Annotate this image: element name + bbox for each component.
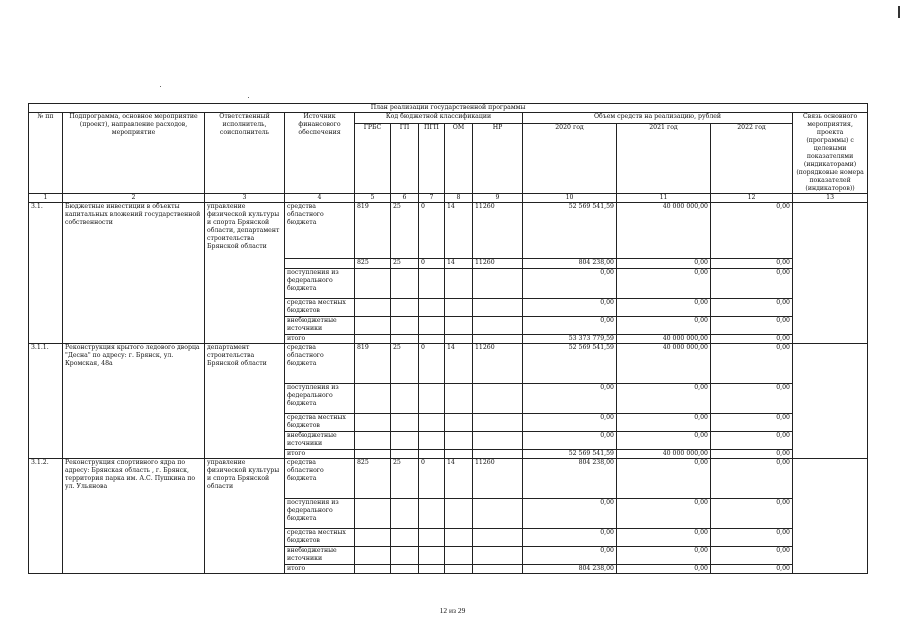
colnum: 12 (711, 194, 793, 203)
code-om (445, 565, 473, 574)
code-grbs: 819 (355, 203, 391, 259)
code-nr (473, 499, 523, 529)
code-nr (473, 547, 523, 565)
code-gp: 25 (391, 344, 419, 384)
code-om (445, 529, 473, 547)
amount-2021: 40 000 000,00 (617, 203, 711, 259)
code-pgp: 0 (419, 459, 445, 499)
header-amount-group: Объем средств на реализацию, рублей (523, 113, 793, 124)
amount-2020: 53 373 779,59 (523, 335, 617, 344)
colnum: 3 (205, 194, 285, 203)
page-number: 12 из 29 (439, 606, 466, 615)
code-pgp (419, 529, 445, 547)
code-om (445, 299, 473, 317)
code-nr (473, 450, 523, 459)
amount-2021: 0,00 (617, 499, 711, 529)
colnum: 2 (63, 194, 205, 203)
header-2020: 2020 год (523, 123, 617, 193)
code-gp (391, 335, 419, 344)
code-nr: 11260 (473, 459, 523, 499)
header-pgp: ПГП (419, 123, 445, 193)
code-grbs: 819 (355, 344, 391, 384)
section-name: Реконструкция спортивного ядра по адресу: Брянская область , г. Брянск, территория парка им. А.С. Пушкина по ул. Ульянова (63, 459, 205, 574)
table-caption: План реализации государственной программы (29, 104, 868, 113)
plan-table (28, 103, 868, 574)
funding-source: итого (285, 335, 355, 344)
funding-source: внебюджетные источники (285, 317, 355, 335)
amount-2021: 0,00 (617, 299, 711, 317)
colnum: 7 (419, 194, 445, 203)
code-nr (473, 432, 523, 450)
colnum: 6 (391, 194, 419, 203)
header-nr: НР (473, 123, 523, 193)
amount-2020: 0,00 (523, 299, 617, 317)
amount-2022: 0,00 (711, 335, 793, 344)
code-pgp (419, 547, 445, 565)
code-gp (391, 450, 419, 459)
amount-2020: 52 569 541,59 (523, 344, 617, 384)
table-row (29, 203, 868, 259)
amount-2020: 0,00 (523, 432, 617, 450)
header-code-group: Код бюджетной классификации (355, 113, 523, 124)
amount-2021: 0,00 (617, 432, 711, 450)
section-responsible: управление физической культуры и спорта Брянской области (205, 459, 285, 574)
amount-2022: 0,00 (711, 450, 793, 459)
amount-2022: 0,00 (711, 344, 793, 384)
amount-2022: 0,00 (711, 269, 793, 299)
code-pgp (419, 450, 445, 459)
code-pgp (419, 269, 445, 299)
code-gp (391, 529, 419, 547)
amount-2021: 0,00 (617, 547, 711, 565)
amount-2020: 804 238,00 (523, 565, 617, 574)
colnum: 9 (473, 194, 523, 203)
plan-sheet (28, 103, 867, 574)
code-pgp (419, 317, 445, 335)
scan-speck (248, 97, 249, 98)
amount-2022: 0,00 (711, 384, 793, 414)
funding-source: средства местных бюджетов (285, 299, 355, 317)
amount-2021: 40 000 000,00 (617, 335, 711, 344)
code-nr (473, 414, 523, 432)
code-pgp (419, 499, 445, 529)
code-nr: 11260 (473, 203, 523, 259)
colnum: 5 (355, 194, 391, 203)
code-gp (391, 499, 419, 529)
section-name: Реконструкция крытого ледового дворца "Десна" по адресу: г. Брянск, ул. Кромская, 48а (63, 344, 205, 459)
code-grbs (355, 565, 391, 574)
amount-2020: 0,00 (523, 317, 617, 335)
amount-2022: 0,00 (711, 529, 793, 547)
colnum: 4 (285, 194, 355, 203)
section-number: 3.1.1. (29, 344, 63, 459)
code-pgp (419, 299, 445, 317)
indicator-link (793, 344, 868, 459)
indicator-link (793, 203, 868, 344)
code-grbs: 825 (355, 459, 391, 499)
code-grbs (355, 299, 391, 317)
code-gp: 25 (391, 459, 419, 499)
header-num: № пп (29, 113, 63, 194)
amount-2021: 0,00 (617, 459, 711, 499)
amount-2021: 0,00 (617, 414, 711, 432)
section-name: Бюджетные инвестиции в объекты капитальных вложений государственной собственности (63, 203, 205, 344)
funding-source: средства областного бюджета (285, 459, 355, 499)
amount-2022: 0,00 (711, 414, 793, 432)
funding-source: поступления из федерального бюджета (285, 269, 355, 299)
amount-2022: 0,00 (711, 203, 793, 259)
code-om (445, 450, 473, 459)
code-pgp (419, 432, 445, 450)
code-nr: 11260 (473, 344, 523, 384)
amount-2020: 52 569 541,59 (523, 450, 617, 459)
code-grbs (355, 414, 391, 432)
amount-2020: 52 569 541,59 (523, 203, 617, 259)
code-nr (473, 384, 523, 414)
code-pgp: 0 (419, 203, 445, 259)
code-om (445, 269, 473, 299)
code-om (445, 317, 473, 335)
code-nr (473, 269, 523, 299)
code-pgp (419, 414, 445, 432)
header-om: ОМ (445, 123, 473, 193)
amount-2020: 0,00 (523, 269, 617, 299)
code-grbs (355, 529, 391, 547)
header-link: Связь основного мероприятия, проекта (программы) с целевыми показателями (индикаторами) (порядковые номера показателей (индикаторов)) (793, 113, 868, 194)
code-grbs (355, 432, 391, 450)
amount-2020: 0,00 (523, 499, 617, 529)
amount-2020: 804 238,00 (523, 259, 617, 269)
code-om: 14 (445, 344, 473, 384)
amount-2020: 0,00 (523, 529, 617, 547)
colnum: 1 (29, 194, 63, 203)
amount-2021: 0,00 (617, 529, 711, 547)
amount-2021: 0,00 (617, 317, 711, 335)
amount-2022: 0,00 (711, 432, 793, 450)
code-nr (473, 317, 523, 335)
colnum: 11 (617, 194, 711, 203)
colnum: 8 (445, 194, 473, 203)
code-nr (473, 299, 523, 317)
section-responsible: департамент строительства Брянской области (205, 344, 285, 459)
header-gp: ГП (391, 123, 419, 193)
column-number-row (29, 194, 868, 203)
amount-2021: 0,00 (617, 269, 711, 299)
amount-2020: 0,00 (523, 547, 617, 565)
code-gp: 25 (391, 203, 419, 259)
code-om: 14 (445, 259, 473, 269)
code-gp: 25 (391, 259, 419, 269)
amount-2020: 804 238,00 (523, 459, 617, 499)
code-grbs (355, 450, 391, 459)
scan-speck (160, 86, 161, 87)
table-row (29, 459, 868, 499)
code-om (445, 547, 473, 565)
code-grbs (355, 317, 391, 335)
section-responsible: управление физической культуры и спорта Брянской области, департамент строительства Брянской области (205, 203, 285, 344)
table-row (29, 344, 868, 384)
section-number: 3.1.2. (29, 459, 63, 574)
code-om: 14 (445, 459, 473, 499)
funding-source: поступления из федерального бюджета (285, 384, 355, 414)
code-gp (391, 432, 419, 450)
amount-2020: 0,00 (523, 414, 617, 432)
code-pgp (419, 384, 445, 414)
code-pgp: 0 (419, 344, 445, 384)
code-om: 14 (445, 203, 473, 259)
code-gp (391, 269, 419, 299)
amount-2022: 0,00 (711, 259, 793, 269)
header-resp: Ответственный исполнитель, соисполнитель (205, 113, 285, 194)
funding-source: средства областного бюджета (285, 344, 355, 384)
funding-source: внебюджетные источники (285, 547, 355, 565)
funding-source: средства местных бюджетов (285, 529, 355, 547)
code-grbs (355, 384, 391, 414)
amount-2021: 40 000 000,00 (617, 450, 711, 459)
funding-source (285, 259, 355, 269)
code-gp (391, 565, 419, 574)
amount-2022: 0,00 (711, 317, 793, 335)
code-pgp: 0 (419, 259, 445, 269)
header-name: Подпрограмма, основное мероприятие (проект), направление расходов, мероприятие (63, 113, 205, 194)
amount-2022: 0,00 (711, 547, 793, 565)
code-om (445, 384, 473, 414)
indicator-link (793, 459, 868, 574)
colnum: 10 (523, 194, 617, 203)
code-om (445, 432, 473, 450)
funding-source: итого (285, 450, 355, 459)
amount-2021: 0,00 (617, 259, 711, 269)
amount-2022: 0,00 (711, 565, 793, 574)
code-grbs (355, 547, 391, 565)
code-nr (473, 335, 523, 344)
section-number: 3.1. (29, 203, 63, 344)
amount-2021: 0,00 (617, 384, 711, 414)
code-om (445, 335, 473, 344)
header-2021: 2021 год (617, 123, 711, 193)
funding-source: поступления из федерального бюджета (285, 499, 355, 529)
funding-source: внебюджетные источники (285, 432, 355, 450)
code-nr (473, 565, 523, 574)
code-nr (473, 529, 523, 547)
code-nr: 11260 (473, 259, 523, 269)
header-grbs: ГРБС (355, 123, 391, 193)
header-source: Источник финансового обеспечения (285, 113, 355, 194)
scan-edge-mark (898, 6, 900, 18)
code-om (445, 499, 473, 529)
code-grbs (355, 499, 391, 529)
amount-2021: 0,00 (617, 565, 711, 574)
amount-2020: 0,00 (523, 384, 617, 414)
code-pgp (419, 335, 445, 344)
funding-source: итого (285, 565, 355, 574)
code-gp (391, 384, 419, 414)
amount-2022: 0,00 (711, 299, 793, 317)
code-om (445, 414, 473, 432)
code-grbs (355, 335, 391, 344)
funding-source: средства областного бюджета (285, 203, 355, 259)
code-grbs: 825 (355, 259, 391, 269)
code-gp (391, 299, 419, 317)
amount-2022: 0,00 (711, 499, 793, 529)
code-gp (391, 547, 419, 565)
funding-source: средства местных бюджетов (285, 414, 355, 432)
amount-2022: 0,00 (711, 459, 793, 499)
code-gp (391, 414, 419, 432)
amount-2021: 40 000 000,00 (617, 344, 711, 384)
header-2022: 2022 год (711, 123, 793, 193)
code-grbs (355, 269, 391, 299)
code-gp (391, 317, 419, 335)
code-pgp (419, 565, 445, 574)
colnum: 13 (793, 194, 868, 203)
